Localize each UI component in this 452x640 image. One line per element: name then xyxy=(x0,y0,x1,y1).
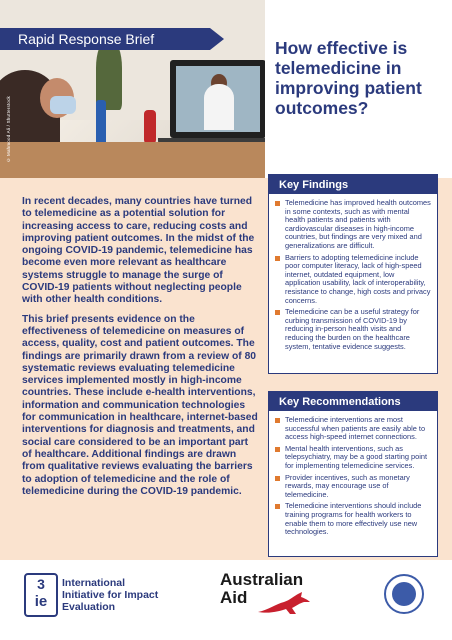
australian-aid-line1: Australian xyxy=(220,570,304,589)
brief-type-banner xyxy=(0,28,210,50)
key-findings-list xyxy=(269,194,437,359)
list-item: Barriers to adopting telemedicine include poor computer literacy, lack of high-speed internet, outdated equipment, low application usability, lack of interoperability, resistance to change, high costs and privacy concerns. xyxy=(275,254,431,306)
banner-label: Rapid Response Brief xyxy=(18,31,155,47)
list-item: Mental health interventions, such as telepsychiatry, may be a good starting point for implementing telemedicine services. xyxy=(275,445,431,471)
australian-aid-line2: Aid xyxy=(220,588,248,607)
intro-paragraph: In recent decades, many countries have turned to telemedicine as a potential solution for increasing access to care, reducing costs and improving patient outcomes. In the midst of the ongoing COVID-19 pandemic, telemedicine has become even more relevant as healthcare systems struggle to manage the surge of COVID-19 patients without neglecting people with other health conditions. xyxy=(22,196,255,306)
key-findings-heading: Key Findings xyxy=(269,175,437,194)
list-item: Telemedicine has improved health outcomes in some contexts, such as with mental health patients and patients with cardiovascular diseases in high-income countries, but findings are very mixed and generalizations are difficult. xyxy=(275,199,431,251)
key-recommendations-box xyxy=(268,391,438,557)
3ie-logo-icon: 3 ie xyxy=(24,573,58,617)
list-item: Provider incentives, such as monetary rewards, may encourage use of telemedicine. xyxy=(275,474,431,500)
page-title: How effective is telemedicine in improving patient outcomes? xyxy=(275,38,422,118)
key-recommendations-heading: Key Recommendations xyxy=(269,392,437,411)
photo-credit: © Mahmood Ali / Shutterstock xyxy=(6,96,11,163)
intro-text xyxy=(22,196,260,505)
list-item: Telemedicine interventions are most successful when patients are easily able to access high-speed internet connections. xyxy=(275,416,431,442)
cover-photo xyxy=(0,0,265,178)
intro-paragraph: This brief presents evidence on the effectiveness of telemedicine on measures of access, quality, cost and patient outcomes. The findings are primarily drawn from a review of 80 systematic reviews evaluating telemedicine services implemented mostly in high-income countries. These include e-health interventions, information and communication technologies for communication in healthcare, internet-based interventions for diagnosis and treatments, and social care considered to be an important part of healthcare. Additional findings are drawn from qualitative reviews evaluating the barriers to adoption of telemedicine and the role of telemedicine during the COVID-19 pandemic. xyxy=(22,313,258,497)
seal-emblem-icon xyxy=(392,582,416,606)
key-findings-box xyxy=(268,174,438,374)
list-item: Telemedicine interventions should include training programs for health workers to enable them to more effectively use new technologies. xyxy=(275,502,431,536)
3ie-logo-text: International Initiative for Impact Evaluation xyxy=(62,577,159,613)
key-recommendations-list xyxy=(269,411,437,545)
list-item: Telemedicine can be a useful strategy for curbing transmission of COVID-19 by reducing in-person health visits and reducing the burden on the healthcare system, tentative evidence suggests. xyxy=(275,308,431,351)
kangaroo-icon xyxy=(256,590,312,616)
